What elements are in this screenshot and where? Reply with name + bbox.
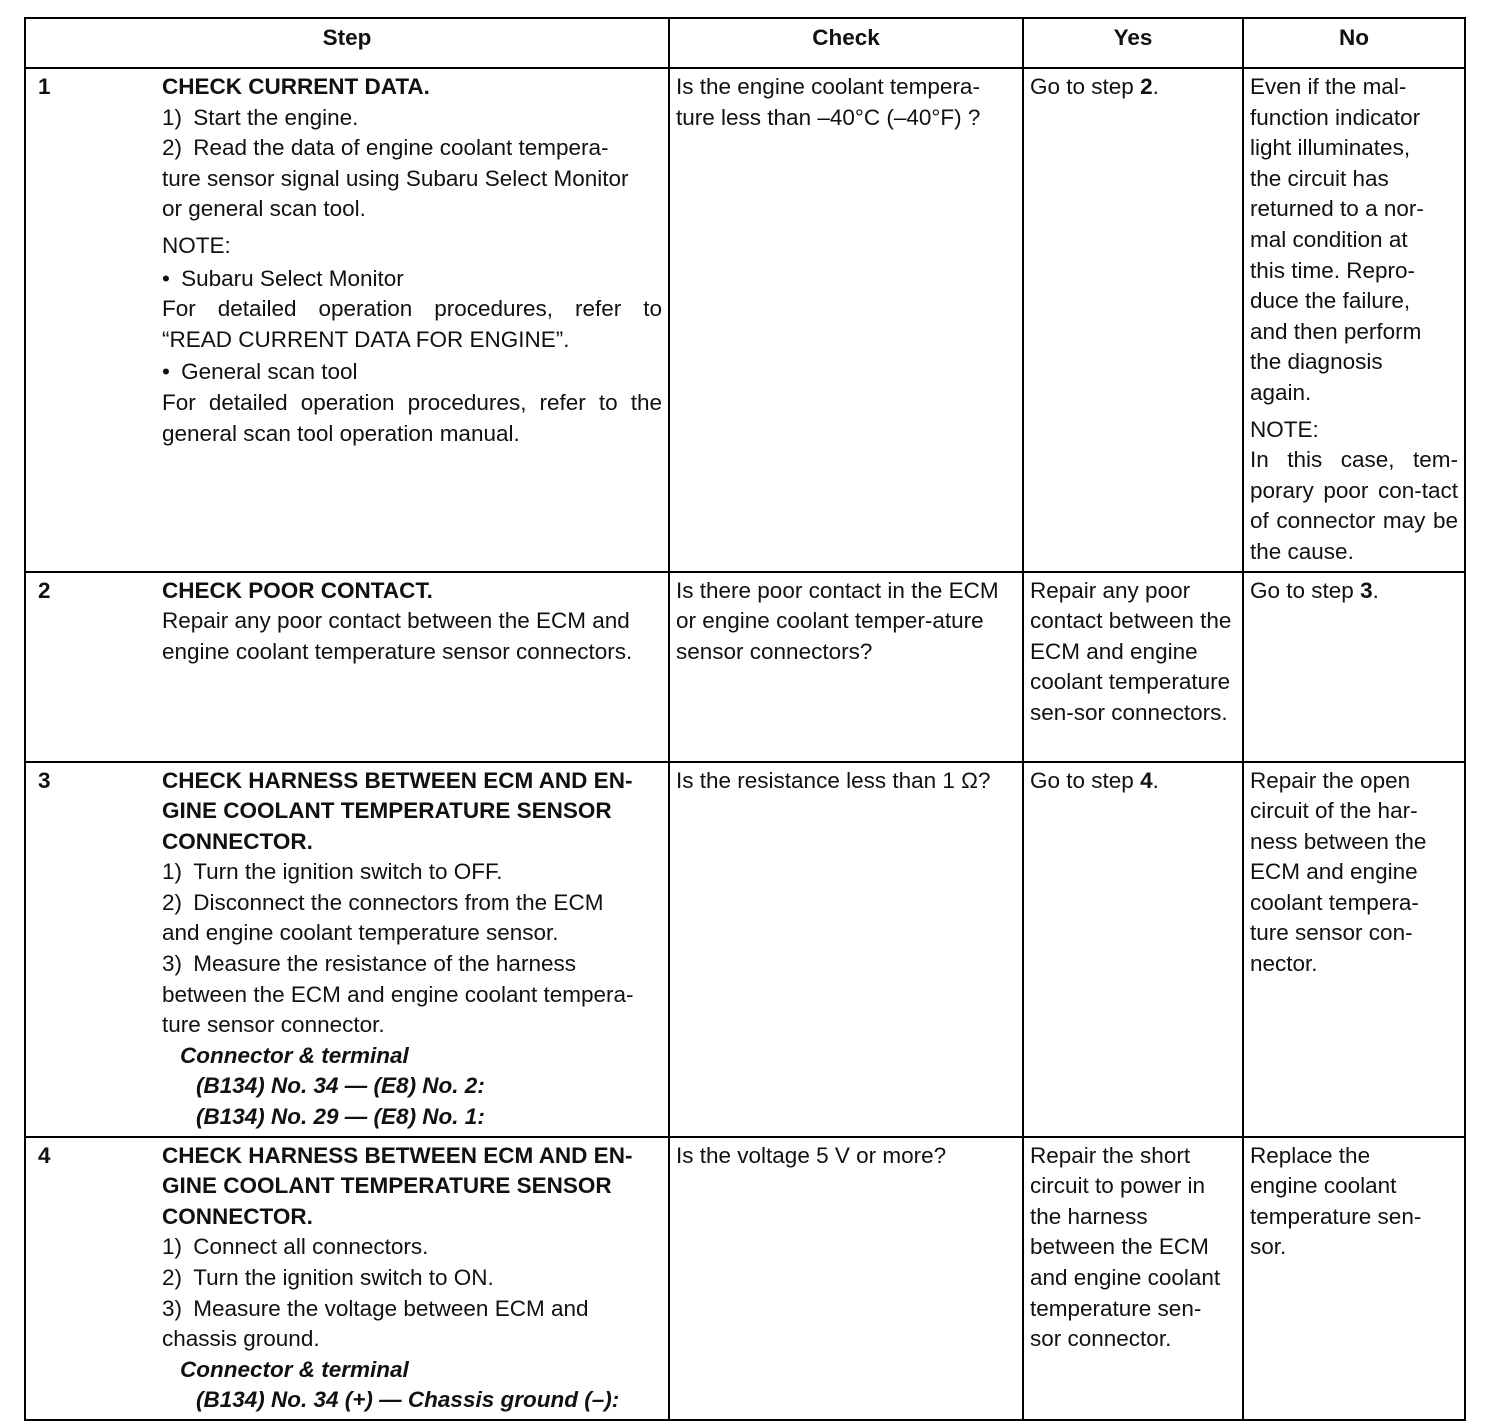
step-title: CHECK HARNESS BETWEEN ECM AND EN- xyxy=(162,1142,633,1168)
step-title: GINE COOLANT TEMPERATURE SENSOR xyxy=(162,798,612,824)
step-title: CONNECTOR. xyxy=(162,1203,313,1229)
step-instruction: 1) Start the engine. xyxy=(162,104,359,130)
yes-line: circuit to power in xyxy=(1030,1173,1206,1199)
step-title: CONNECTOR. xyxy=(162,828,313,854)
yes-line: the harness xyxy=(1030,1203,1148,1229)
no-text: Go to step xyxy=(1250,577,1361,603)
yes-text: Go to step xyxy=(1030,767,1141,793)
table-row xyxy=(25,68,1465,572)
no-line: returned to a nor- xyxy=(1250,196,1424,222)
no-line: sor. xyxy=(1250,1234,1287,1260)
check-cell: Is the voltage 5 V or more? xyxy=(669,1137,1023,1420)
no-line: nector. xyxy=(1250,951,1318,977)
step-body xyxy=(162,72,662,449)
no-cell xyxy=(1243,68,1465,572)
no-line: function indicator xyxy=(1250,104,1421,130)
no-line: Repair the open xyxy=(1250,767,1411,793)
step-instruction: 3) Measure the resistance of the harness xyxy=(162,951,576,977)
step-title: CHECK HARNESS BETWEEN ECM AND EN- xyxy=(162,767,633,793)
note-label: NOTE: xyxy=(162,232,231,258)
step-instruction: and engine coolant temperature sensor. xyxy=(162,920,559,946)
no-note-text: In this case, tem-porary poor con-tact of connector may be the cause. xyxy=(1250,447,1458,564)
no-line: Replace the xyxy=(1250,1142,1371,1168)
step-instruction: engine coolant temperature sensor connectors. xyxy=(162,638,633,664)
step-instruction: chassis ground. xyxy=(162,1326,320,1352)
no-note-label: NOTE: xyxy=(1250,416,1319,442)
no-line: ness between the xyxy=(1250,828,1427,854)
no-line: circuit of the har- xyxy=(1250,798,1418,824)
step-instruction: between the ECM and engine coolant tempera- xyxy=(162,981,634,1007)
step-instruction: Repair any poor contact between the ECM and xyxy=(162,608,630,634)
step-number: 1 xyxy=(38,74,51,99)
step-title: CHECK CURRENT DATA. xyxy=(162,74,430,99)
yes-line: sor connector. xyxy=(1030,1326,1172,1352)
no-line: the circuit has xyxy=(1250,165,1389,191)
step-instruction: or general scan tool. xyxy=(162,196,366,222)
step-number: 2 xyxy=(38,577,51,603)
yes-text-end: . xyxy=(1152,767,1159,793)
yes-cell: Repair any poor contact between the ECM and engine coolant temperature sen-sor connectors. xyxy=(1023,572,1243,762)
check-cell: Is there poor contact in the ECM or engine coolant temper-ature sensor connectors? xyxy=(669,572,1023,762)
no-text-end: . xyxy=(1372,577,1379,603)
header-check: Check xyxy=(669,18,1023,68)
no-line: ture sensor con- xyxy=(1250,920,1413,946)
yes-cell xyxy=(1023,762,1243,1137)
step-reference: 3 xyxy=(1360,577,1373,603)
no-line: again. xyxy=(1250,379,1312,405)
check-cell: Is the engine coolant tempera-ture less than –40°C (–40°F) ? xyxy=(669,68,1023,572)
no-line: engine coolant xyxy=(1250,1173,1397,1199)
yes-text-end: . xyxy=(1152,74,1159,99)
step-body xyxy=(162,1141,662,1416)
connector-terminal-heading: Connector & terminal xyxy=(180,1356,409,1382)
table-row xyxy=(25,762,1465,1137)
yes-cell xyxy=(1023,1137,1243,1420)
no-line: and then perform xyxy=(1250,318,1422,344)
step-cell xyxy=(25,1137,669,1420)
table-header-row xyxy=(25,18,1465,68)
no-line: this time. Repro- xyxy=(1250,257,1416,283)
step-title: CHECK POOR CONTACT. xyxy=(162,577,433,603)
note-text: For detailed operation procedures, refer to the xyxy=(162,389,662,415)
step-body xyxy=(162,576,662,668)
step-number: 3 xyxy=(38,767,51,793)
note-text: general scan tool operation manual. xyxy=(162,420,520,446)
yes-text: Go to step xyxy=(1030,74,1141,99)
yes-line: Repair the short xyxy=(1030,1142,1191,1168)
step-body xyxy=(162,766,662,1133)
no-line: the diagnosis xyxy=(1250,349,1383,375)
no-line: coolant tempera- xyxy=(1250,889,1419,915)
step-cell xyxy=(25,572,669,762)
step-title: GINE COOLANT TEMPERATURE SENSOR xyxy=(162,1173,612,1199)
yes-cell xyxy=(1023,68,1243,572)
no-cell xyxy=(1243,1137,1465,1420)
step-instruction: ture sensor connector. xyxy=(162,1012,385,1038)
connector-terminal-item: (B134) No. 29 — (E8) No. 1: xyxy=(196,1104,485,1130)
no-line: mal condition at xyxy=(1250,226,1408,252)
yes-line: and engine coolant xyxy=(1030,1265,1221,1290)
no-line: light illuminates, xyxy=(1250,135,1411,161)
check-cell: Is the resistance less than 1 Ω? xyxy=(669,762,1023,1137)
table-row xyxy=(25,1137,1465,1420)
diagnostic-table xyxy=(24,17,1466,1421)
yes-line: temperature sen- xyxy=(1030,1295,1202,1321)
step-instruction: 2) Disconnect the connectors from the ECM xyxy=(162,889,604,915)
no-cell xyxy=(1243,762,1465,1137)
no-line: temperature sen- xyxy=(1250,1203,1422,1229)
step-instruction: 1) Connect all connectors. xyxy=(162,1234,429,1260)
step-instruction: 2) Turn the ignition switch to ON. xyxy=(162,1265,494,1290)
connector-terminal-item: (B134) No. 34 — (E8) No. 2: xyxy=(196,1073,485,1099)
no-line: Even if the mal- xyxy=(1250,74,1407,99)
step-instruction: 3) Measure the voltage between ECM and xyxy=(162,1295,589,1321)
step-number: 4 xyxy=(38,1142,51,1168)
note-bullet: • Subaru Select Monitor xyxy=(162,265,404,291)
note-bullet: • General scan tool xyxy=(162,359,358,385)
header-yes: Yes xyxy=(1023,18,1243,68)
step-reference: 4 xyxy=(1140,767,1153,793)
step-cell xyxy=(25,68,669,572)
no-line: ECM and engine xyxy=(1250,859,1418,885)
step-instruction: 1) Turn the ignition switch to OFF. xyxy=(162,859,503,885)
connector-terminal-heading: Connector & terminal xyxy=(180,1042,409,1068)
step-instruction: 2) Read the data of engine coolant tempera- xyxy=(162,135,609,161)
no-cell xyxy=(1243,572,1465,762)
note-text: “READ CURRENT DATA FOR ENGINE”. xyxy=(162,326,570,352)
step-instruction: ture sensor signal using Subaru Select Monitor xyxy=(162,165,629,191)
header-no: No xyxy=(1243,18,1465,68)
step-cell xyxy=(25,762,669,1137)
note-text: For detailed operation procedures, refer to xyxy=(162,296,662,322)
no-line: duce the failure, xyxy=(1250,288,1411,314)
header-step: Step xyxy=(25,18,669,68)
connector-terminal-item: (B134) No. 34 (+) — Chassis ground (–): xyxy=(196,1387,620,1413)
table-row xyxy=(25,572,1465,762)
yes-line: between the ECM xyxy=(1030,1234,1209,1260)
step-reference: 2 xyxy=(1140,74,1153,99)
